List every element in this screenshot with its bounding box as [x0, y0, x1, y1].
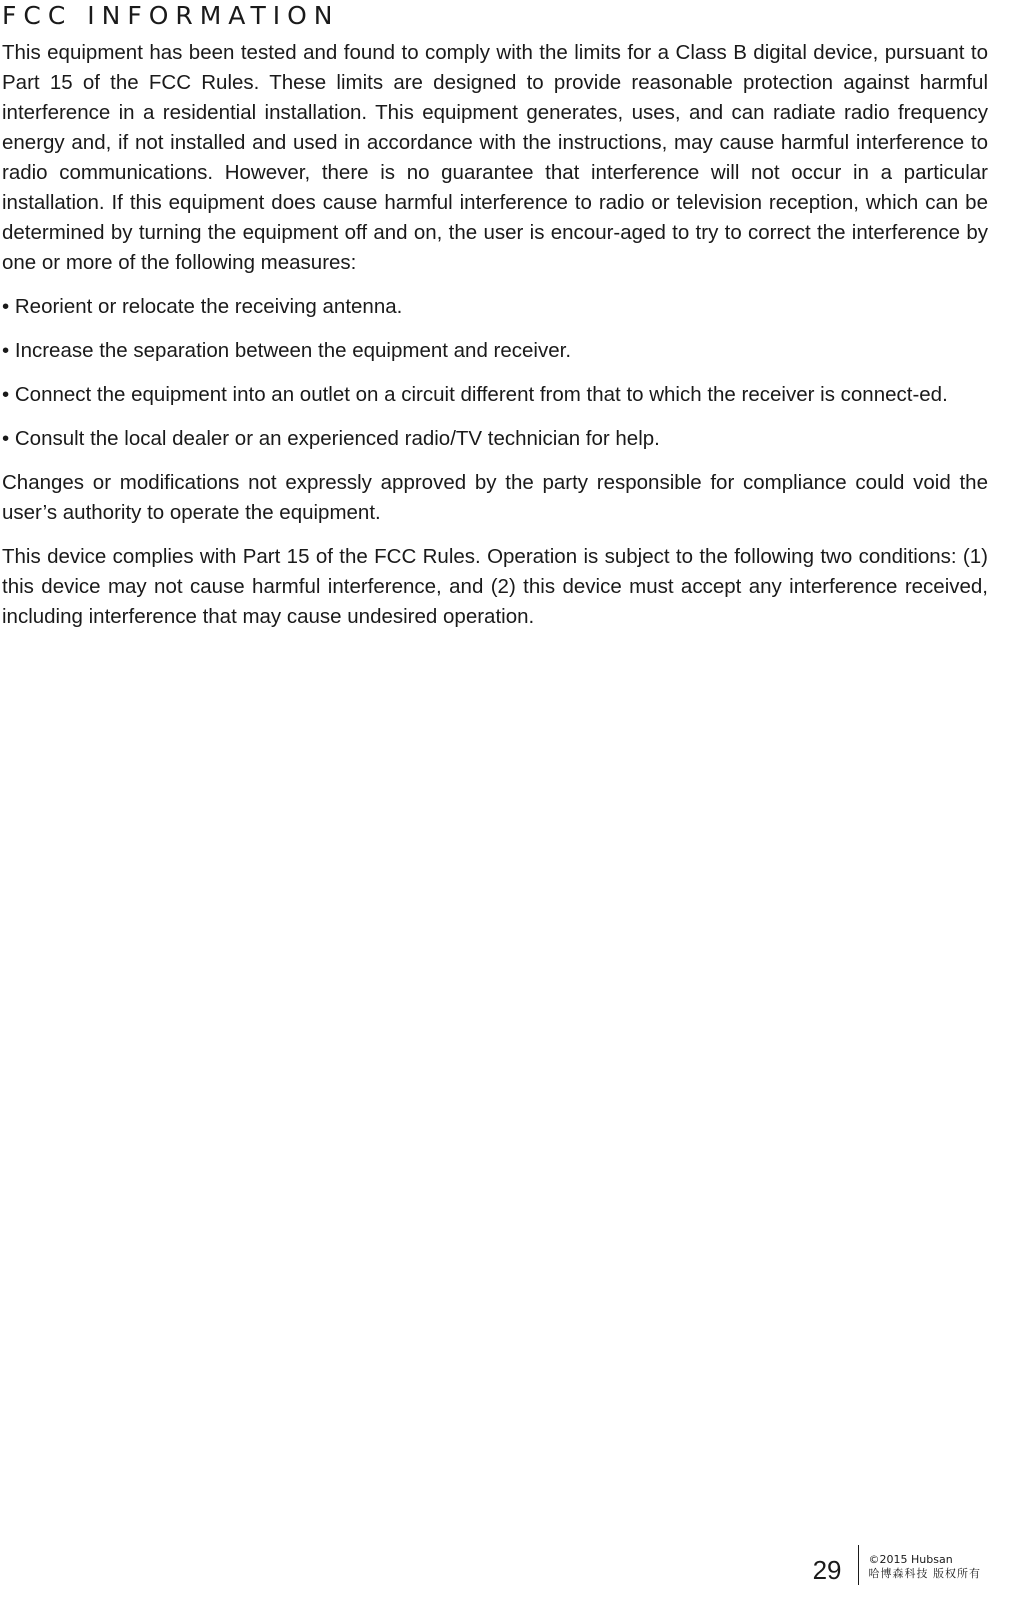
page-title: FCC INFORMATION	[2, 1, 340, 30]
body-text	[2, 38, 988, 646]
page-number: 29	[812, 1555, 842, 1585]
paragraph-part15-conditions: This device complies with Part 15 of the FCC Rules. Operation is subject to the following two conditions: (1) this device may not cause harmful interference, and (2) this device must accept any interference received, including interference that may cause undesired operation.	[2, 545, 988, 628]
paragraph-compliance-intro: This equipment has been tested and found to comply with the limits for a Class B digital device, pursuant to Part 15 of the FCC Rules. These limits are designed to provide reasonable protection against harmful interference in a residential installation. This equipment generates, uses, and can radiate radio frequency energy and, if not installed and used in accordance with the instructions, may cause harmful interference to radio communications. However, there is no guarantee that interference will not occur in a particular installation. If this equipment does cause harmful interference to radio or television reception, which can be determined by turning the equipment off and on, the user is encour-aged to try to correct the interference by one or more of the following measures:	[2, 41, 988, 274]
footer-divider	[858, 1545, 859, 1585]
page-footer	[813, 1545, 981, 1585]
bullet-different-outlet: • Connect the equipment into an outlet on a circuit different from that to which the receiver is connect-ed.	[2, 383, 948, 406]
bullet-consult-dealer: • Consult the local dealer or an experienced radio/TV technician for help.	[2, 427, 660, 450]
bullet-increase-separation: • Increase the separation between the equipment and receiver.	[2, 339, 572, 362]
copyright-block	[869, 1553, 982, 1585]
paragraph-modifications-warning: Changes or modifications not expressly approved by the party responsible for compliance could void the user’s authority to operate the equipment.	[2, 471, 988, 524]
copyright-rights: 哈博森科技 版权所有	[868, 1567, 981, 1580]
bullet-reorient-antenna: • Reorient or relocate the receiving antenna.	[2, 295, 403, 318]
copyright-notice: ©2015 Hubsan	[868, 1553, 953, 1566]
